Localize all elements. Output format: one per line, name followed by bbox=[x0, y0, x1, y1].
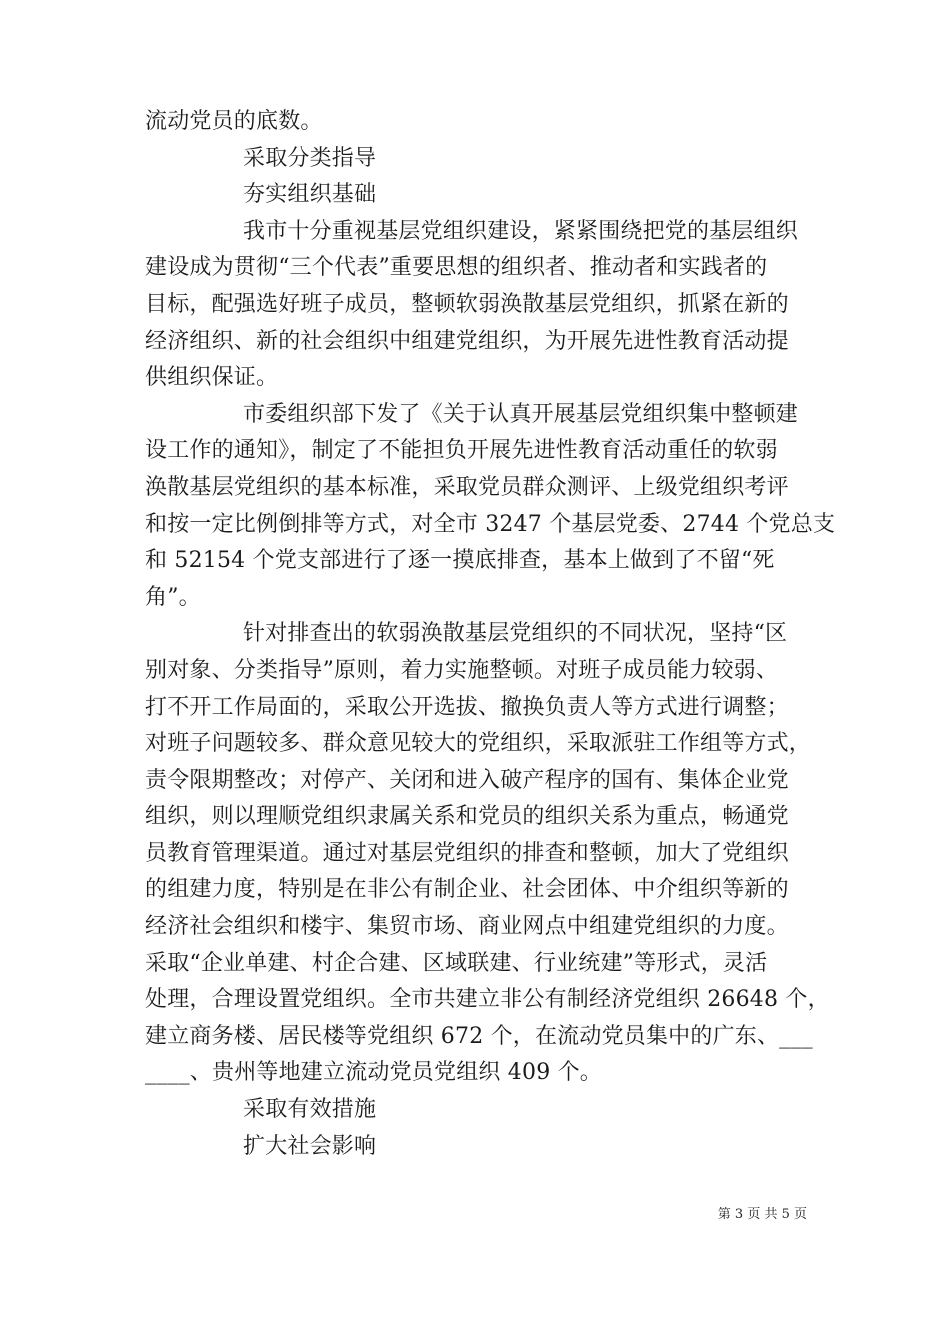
text-line: 夯实组织基础 bbox=[243, 182, 377, 208]
text-line: 组织，则以理顺党组织隶属关系和党员的组织关系为重点，畅通党 bbox=[145, 804, 789, 830]
text-line: 打不开工作局面的，采取公开选拔、撤换负责人等方式进行调整； bbox=[145, 694, 789, 720]
text-line: 采取“企业单建、村企合建、区域联建、行业统建”等形式，灵活 bbox=[145, 950, 768, 976]
text-line: 目标，配强选好班子成员，整顿软弱涣散基层党组织，抓紧在新的 bbox=[145, 291, 789, 317]
text-line: 建设成为贯彻“三个代表”重要思想的组织者、推动者和实践者的 bbox=[145, 255, 768, 281]
text-line: 供组织保证。 bbox=[145, 365, 279, 391]
text-line: 对班子问题较多、群众意见较大的党组织，采取派驻工作组等方式， bbox=[145, 731, 812, 757]
text-line: 采取有效措施 bbox=[243, 1097, 377, 1123]
text-line: 和按一定比例倒排等方式，对全市 3247 个基层党委、2744 个党总支 bbox=[145, 511, 836, 537]
text-line: 经济组织、新的社会组织中组建党组织，为开展先进性教育活动提 bbox=[145, 328, 789, 354]
text-line: 和 52154 个党支部进行了逐一摸底排查，基本上做到了不留“死 bbox=[145, 548, 775, 574]
text-line: 涣散基层党组织的基本标准，采取党员群众测评、上级党组织考评 bbox=[145, 474, 789, 500]
text-line: 设工作的通知》，制定了不能担负开展先进性教育活动重任的软弱 bbox=[145, 438, 778, 464]
text-line: ____、贵州等地建立流动党员党组织 409 个。 bbox=[145, 1060, 602, 1086]
text-line: 责令限期整改；对停产、关闭和进入破产程序的国有、集体企业党 bbox=[145, 767, 789, 793]
page-number: 第 3 页 共 5 页 bbox=[717, 1207, 807, 1222]
text-line: 角”。 bbox=[145, 584, 201, 610]
text-line: 市委组织部下发了《关于认真开展基层党组织集中整顿建 bbox=[243, 401, 799, 427]
text-line: 员教育管理渠道。通过对基层党组织的排查和整顿，加大了党组织 bbox=[145, 840, 789, 866]
text-line: 扩大社会影响 bbox=[243, 1133, 377, 1159]
text-line: 处理，合理设置党组织。全市共建立非公有制经济党组织 26648 个， bbox=[145, 987, 830, 1013]
text-line: 别对象、分类指导”原则，着力实施整顿。对班子成员能力较弱、 bbox=[145, 657, 779, 683]
text-line: 我市十分重视基层党组织建设，紧紧围绕把党的基层组织 bbox=[243, 218, 799, 244]
text-line: 经济社会组织和楼宇、集贸市场、商业网点中组建党组织的力度。 bbox=[145, 914, 789, 940]
text-line: 的组建力度，特别是在非公有制企业、社会团体、中介组织等新的 bbox=[145, 877, 789, 903]
text-line: 针对排查出的软弱涣散基层党组织的不同状况，坚持“区 bbox=[243, 621, 788, 647]
document-body bbox=[145, 104, 836, 1165]
text-line: 采取分类指导 bbox=[243, 145, 377, 171]
text-line: 建立商务楼、居民楼等党组织 672 个，在流动党员集中的广东、___ bbox=[145, 1023, 813, 1049]
text-line: 流动党员的底数。 bbox=[145, 109, 323, 134]
